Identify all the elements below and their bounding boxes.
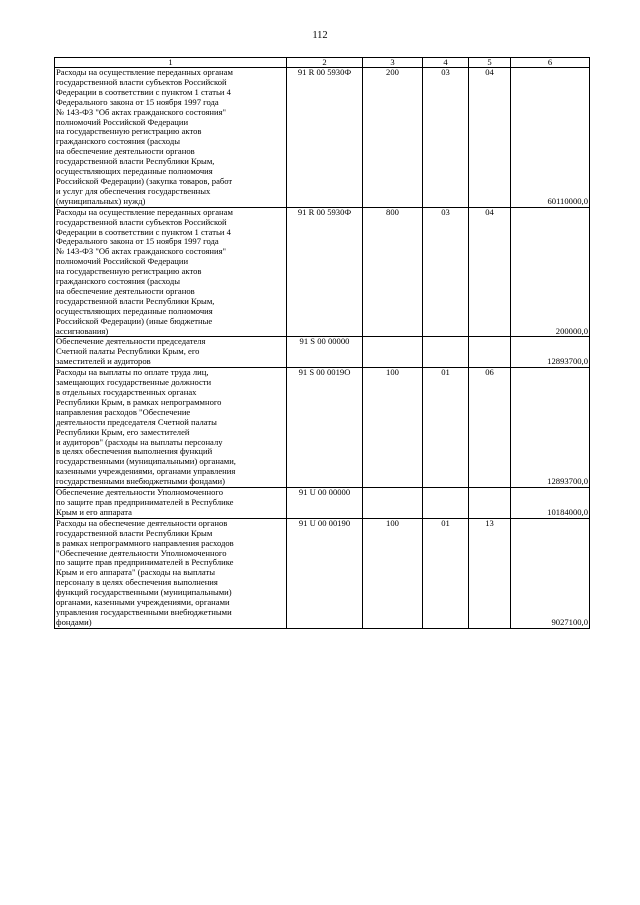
row-section: 03 [423, 68, 469, 208]
row-subsection [469, 488, 511, 519]
column-header: 6 [511, 58, 590, 68]
row-description: Обеспечение деятельности председателя Счетной палаты Республики Крым, его заместителей и аудиторов [55, 337, 287, 368]
row-description: Расходы на обеспечение деятельности органов государственной власти Республики Крым в рамках непрограммного направления расходов "Обеспечение деятельности Уполномоченного по защите прав предпринимателей в Республике Крым и его аппарата" (расходы на выплаты персоналу в целях обеспечения выполнения функций государственными (муниципальными) органами, казенными учреждениями, органами управления государственными внебюджетными фондами) [55, 518, 287, 628]
row-subsection: 06 [469, 368, 511, 488]
row-subsection: 13 [469, 518, 511, 628]
row-expense-type [363, 488, 423, 519]
row-section: 01 [423, 368, 469, 488]
page-number: 112 [312, 30, 328, 41]
row-amount: 12893700,0 [511, 337, 590, 368]
row-section: 01 [423, 518, 469, 628]
row-section: 03 [423, 207, 469, 337]
row-amount: 10184000,0 [511, 488, 590, 519]
budget-table [54, 57, 590, 629]
column-header: 3 [363, 58, 423, 68]
row-code: 91 U 00 00190 [287, 518, 363, 628]
table-row [55, 368, 590, 488]
table-row [55, 518, 590, 628]
row-expense-type [363, 337, 423, 368]
table-row [55, 488, 590, 519]
row-amount: 60110000,0 [511, 68, 590, 208]
row-expense-type: 200 [363, 68, 423, 208]
table-row [55, 68, 590, 208]
row-amount: 12893700,0 [511, 368, 590, 488]
column-header-row [55, 58, 590, 68]
row-section [423, 337, 469, 368]
table-row [55, 337, 590, 368]
row-section [423, 488, 469, 519]
row-code: 91 S 00 00000 [287, 337, 363, 368]
table-row [55, 207, 590, 337]
row-amount: 9027100,0 [511, 518, 590, 628]
column-header: 1 [55, 58, 287, 68]
row-subsection [469, 337, 511, 368]
row-description: Расходы на выплаты по оплате труда лиц, замещающих государственные должности в отдельных государственных органах Республики Крым, в рамках непрограммного направления расходов "Обеспечение деятельности председателя Счетной палаты Республики Крым, его заместителей и аудиторов" (расходы на выплаты персоналу в целях обеспечения выполнения функций государственными (муниципальными) органами, казенными учреждениями, органами управления государственными внебюджетными фондами) [55, 368, 287, 488]
row-amount: 200000,0 [511, 207, 590, 337]
row-code: 91 U 00 00000 [287, 488, 363, 519]
row-subsection: 04 [469, 207, 511, 337]
row-expense-type: 800 [363, 207, 423, 337]
row-code: 91 S 00 0019О [287, 368, 363, 488]
row-description: Обеспечение деятельности Уполномоченного по защите прав предпринимателей в Республике Крым и его аппарата [55, 488, 287, 519]
row-code: 91 R 00 5930Ф [287, 68, 363, 208]
row-description: Расходы на осуществление переданных органам государственной власти субъектов Российской Федерации в соответствии с пунктом 1 статьи 4 Федерального закона от 15 ноября 1997 года № 143-ФЗ "Об актах гражданского состояния" полномочий Российской Федерации на государственную регистрацию актов гражданского состояния (расходы на обеспечение деятельности органов государственной власти Республики Крым, осуществляющих переданные полномочия Российской Федерации) (закупка товаров, работ и услуг для обеспечения государственных (муниципальных) нужд) [55, 68, 287, 208]
column-header: 4 [423, 58, 469, 68]
row-expense-type: 100 [363, 518, 423, 628]
row-expense-type: 100 [363, 368, 423, 488]
row-description: Расходы на осуществление переданных органам государственной власти субъектов Российской Федерации в соответствии с пунктом 1 статьи 4 Федерального закона от 15 ноября 1997 года № 143-ФЗ "Об актах гражданского состояния" полномочий Российской Федерации на государственную регистрацию актов гражданского состояния (расходы на обеспечение деятельности органов государственной власти Республики Крым, осуществляющих переданные полномочия Российской Федерации) (иные бюджетные ассигнования) [55, 207, 287, 337]
row-subsection: 04 [469, 68, 511, 208]
column-header: 5 [469, 58, 511, 68]
row-code: 91 R 00 5930Ф [287, 207, 363, 337]
column-header: 2 [287, 58, 363, 68]
